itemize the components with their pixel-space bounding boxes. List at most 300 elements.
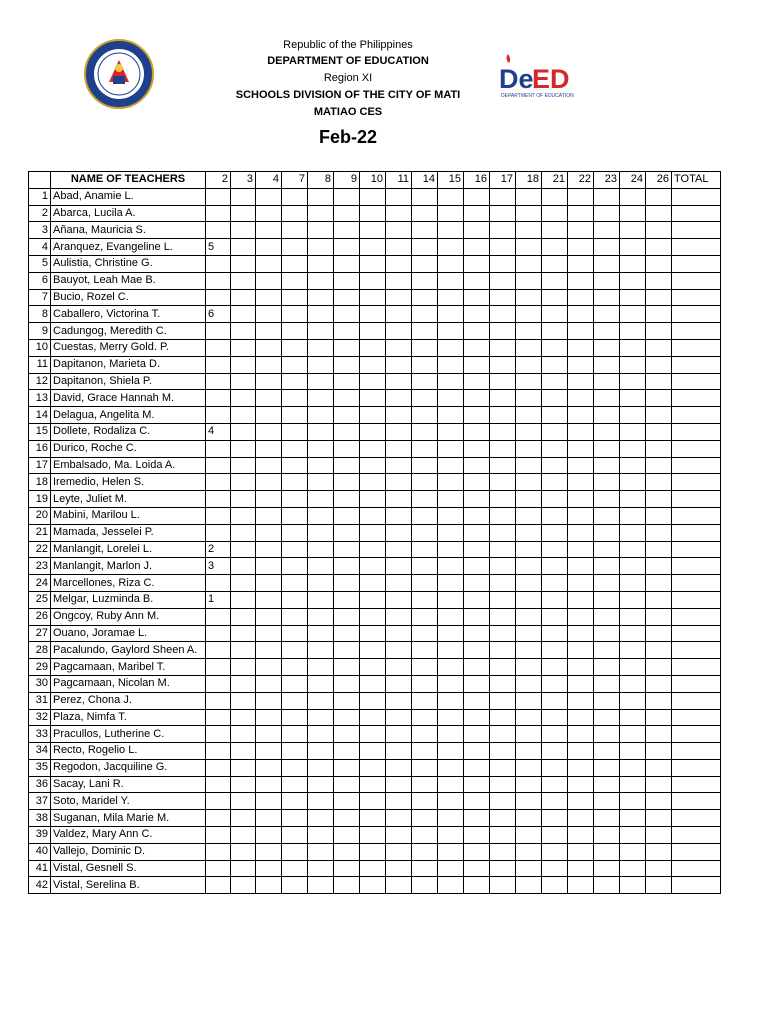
total-cell [672,440,721,457]
attendance-cell [464,843,490,860]
attendance-cell [360,558,386,575]
attendance-cell [308,709,334,726]
attendance-cell [308,222,334,239]
row-number: 17 [29,457,51,474]
attendance-cell [490,541,516,558]
attendance-cell [594,524,620,541]
attendance-cell [542,407,568,424]
attendance-cell [256,507,282,524]
teacher-name: Bauyot, Leah Mae B. [51,272,206,289]
attendance-cell [646,205,672,222]
attendance-cell [568,373,594,390]
teacher-name: Marcellones, Riza C. [51,575,206,592]
attendance-cell [308,860,334,877]
attendance-cell [412,843,438,860]
total-cell [672,675,721,692]
attendance-cell [464,272,490,289]
attendance-cell [412,591,438,608]
total-cell [672,692,721,709]
attendance-cell [334,339,360,356]
attendance-cell [568,759,594,776]
attendance-cell [308,827,334,844]
attendance-cell [206,188,231,205]
attendance-cell [282,390,308,407]
total-cell [672,222,721,239]
attendance-cell [516,860,542,877]
attendance-cell [360,272,386,289]
attendance-cell [308,793,334,810]
attendance-cell [308,255,334,272]
attendance-cell [464,709,490,726]
total-cell [672,726,721,743]
attendance-cell [568,390,594,407]
attendance-cell [282,675,308,692]
attendance-cell [282,474,308,491]
attendance-cell [542,356,568,373]
attendance-cell [282,507,308,524]
attendance-cell [282,759,308,776]
attendance-cell [334,558,360,575]
attendance-cell [206,407,231,424]
attendance-cell [542,524,568,541]
attendance-cell [620,423,646,440]
attendance-cell [256,591,282,608]
attendance-cell [594,222,620,239]
attendance-cell [464,810,490,827]
attendance-cell [386,272,412,289]
attendance-cell [594,457,620,474]
attendance-cell [308,239,334,256]
attendance-cell [282,356,308,373]
table-row [29,373,721,390]
attendance-cell [334,659,360,676]
attendance-cell [464,558,490,575]
attendance-cell [231,524,256,541]
attendance-cell [334,575,360,592]
teacher-name: Perez, Chona J. [51,692,206,709]
total-cell [672,743,721,760]
total-cell [672,474,721,491]
attendance-cell [231,793,256,810]
attendance-cell [516,255,542,272]
attendance-cell [464,339,490,356]
attendance-cell [412,810,438,827]
row-number: 42 [29,877,51,894]
attendance-cell [646,675,672,692]
total-cell [672,608,721,625]
total-cell [672,407,721,424]
attendance-cell [594,507,620,524]
attendance-cell [568,289,594,306]
attendance-cell [334,860,360,877]
attendance-cell [360,810,386,827]
total-cell [672,558,721,575]
attendance-cell [308,356,334,373]
attendance-cell [542,205,568,222]
attendance-cell [412,743,438,760]
day-header: 17 [490,172,516,189]
attendance-cell [594,642,620,659]
attendance-cell [256,423,282,440]
attendance-cell [516,625,542,642]
attendance-cell [360,255,386,272]
attendance-cell [542,675,568,692]
attendance-cell [256,642,282,659]
attendance-cell [282,491,308,508]
attendance-cell [542,709,568,726]
attendance-cell [412,827,438,844]
attendance-cell [620,776,646,793]
attendance-cell [282,692,308,709]
attendance-cell [646,843,672,860]
attendance-cell [464,591,490,608]
attendance-cell [256,356,282,373]
attendance-cell [568,255,594,272]
attendance-cell: 5 [206,239,231,256]
attendance-cell [334,524,360,541]
attendance-cell [282,558,308,575]
attendance-cell [412,491,438,508]
attendance-cell [438,608,464,625]
attendance-cell [646,575,672,592]
attendance-cell [490,306,516,323]
attendance-cell [308,877,334,894]
attendance-cell [412,339,438,356]
attendance-cell [620,709,646,726]
attendance-cell [282,709,308,726]
attendance-cell [231,255,256,272]
teacher-name: Mabini, Marilou L. [51,507,206,524]
attendance-cell [438,743,464,760]
attendance-cell [438,390,464,407]
attendance-cell: 2 [206,541,231,558]
attendance-cell [464,642,490,659]
attendance-cell [334,407,360,424]
teacher-name: Regodon, Jacquiline G. [51,759,206,776]
attendance-cell [542,558,568,575]
attendance-cell [256,659,282,676]
attendance-cell [620,440,646,457]
attendance-cell [594,743,620,760]
row-number: 13 [29,390,51,407]
attendance-cell [464,575,490,592]
table-row [29,625,721,642]
attendance-cell [542,306,568,323]
attendance-cell [231,491,256,508]
attendance-cell [516,843,542,860]
attendance-cell [568,659,594,676]
attendance-cell [594,877,620,894]
table-row [29,709,721,726]
attendance-cell [386,205,412,222]
attendance-cell [360,222,386,239]
day-header: 16 [464,172,490,189]
attendance-cell [386,289,412,306]
attendance-cell [464,423,490,440]
teacher-name: Dapitanon, Marieta D. [51,356,206,373]
attendance-cell [231,205,256,222]
attendance-cell [308,642,334,659]
attendance-cell [646,860,672,877]
attendance-cell [438,323,464,340]
teacher-name: Pagcamaan, Maribel T. [51,659,206,676]
attendance-cell [516,759,542,776]
attendance-cell [386,743,412,760]
attendance-cell [256,726,282,743]
attendance-cell: 6 [206,306,231,323]
total-cell [672,239,721,256]
attendance-cell [438,692,464,709]
attendance-cell [334,675,360,692]
attendance-cell [206,575,231,592]
attendance-cell [568,843,594,860]
attendance-cell [594,491,620,508]
attendance-cell [282,591,308,608]
attendance-cell [542,877,568,894]
attendance-cell [594,692,620,709]
attendance-cell [594,759,620,776]
attendance-cell [282,793,308,810]
teacher-name: Pracullos, Lutherine C. [51,726,206,743]
table-row [29,642,721,659]
attendance-cell [568,440,594,457]
attendance-cell [568,827,594,844]
attendance-cell [206,255,231,272]
attendance-cell [256,272,282,289]
attendance-cell [516,457,542,474]
attendance-cell [438,827,464,844]
attendance-cell [464,608,490,625]
attendance-cell [386,524,412,541]
attendance-cell [412,356,438,373]
attendance-cell [256,793,282,810]
table-row [29,575,721,592]
department-line: DEPARTMENT OF EDUCATION [267,55,429,67]
attendance-cell [542,776,568,793]
attendance-cell [594,625,620,642]
teacher-name: Recto, Rogelio L. [51,743,206,760]
attendance-cell [386,843,412,860]
day-header: 23 [594,172,620,189]
attendance-cell [386,407,412,424]
attendance-cell [360,541,386,558]
attendance-cell [308,474,334,491]
attendance-cell [334,474,360,491]
total-cell [672,810,721,827]
attendance-cell [360,339,386,356]
attendance-cell [412,289,438,306]
attendance-cell [256,743,282,760]
attendance-cell [308,541,334,558]
attendance-cell [360,877,386,894]
teacher-name: Aranquez, Evangeline L. [51,239,206,256]
attendance-cell [620,743,646,760]
attendance-cell [438,591,464,608]
attendance-cell [360,188,386,205]
attendance-cell [438,474,464,491]
row-number: 20 [29,507,51,524]
attendance-cell [386,827,412,844]
attendance-cell [386,255,412,272]
teacher-name: Abarca, Lucila A. [51,205,206,222]
attendance-cell [308,205,334,222]
total-cell [672,659,721,676]
teacher-name: Mamada, Jesselei P. [51,524,206,541]
attendance-cell [282,222,308,239]
attendance-cell [282,776,308,793]
attendance-cell [412,373,438,390]
attendance-cell [360,692,386,709]
row-number: 32 [29,709,51,726]
attendance-cell [490,440,516,457]
row-number: 38 [29,810,51,827]
attendance-cell [386,558,412,575]
attendance-cell [231,860,256,877]
attendance-cell [464,289,490,306]
attendance-cell [282,575,308,592]
table-row [29,810,721,827]
attendance-cell [620,205,646,222]
attendance-cell [594,306,620,323]
attendance-cell [646,239,672,256]
attendance-cell [620,793,646,810]
attendance-cell [256,843,282,860]
attendance-cell [412,188,438,205]
attendance-cell [206,524,231,541]
republic-line: Republic of the Philippines [283,39,413,51]
attendance-cell [438,491,464,508]
attendance-cell [490,759,516,776]
attendance-cell [620,642,646,659]
attendance-cell [206,507,231,524]
total-cell [672,390,721,407]
attendance-cell [231,692,256,709]
attendance-cell [438,272,464,289]
attendance-cell [412,558,438,575]
teacher-name: Bucio, Rozel C. [51,289,206,306]
total-cell [672,591,721,608]
attendance-cell [646,356,672,373]
attendance-cell [282,289,308,306]
attendance-cell [542,457,568,474]
attendance-cell [542,323,568,340]
attendance-cell [308,373,334,390]
attendance-cell [412,407,438,424]
attendance-cell [386,239,412,256]
table-row [29,289,721,306]
attendance-cell [464,323,490,340]
attendance-cell [360,759,386,776]
table-row [29,860,721,877]
attendance-cell [282,860,308,877]
total-cell [672,625,721,642]
row-number: 41 [29,860,51,877]
row-number: 34 [29,743,51,760]
attendance-cell [542,860,568,877]
attendance-cell [620,541,646,558]
attendance-cell [412,608,438,625]
attendance-cell [412,659,438,676]
attendance-cell [646,759,672,776]
attendance-cell [231,625,256,642]
attendance-cell [438,188,464,205]
attendance-cell [231,339,256,356]
attendance-cell [646,810,672,827]
attendance-cell [646,793,672,810]
attendance-cell [386,793,412,810]
deped-wordmark-logo [498,52,574,100]
attendance-cell [206,827,231,844]
attendance-cell [256,407,282,424]
attendance-cell [620,289,646,306]
attendance-cell [282,440,308,457]
attendance-cell [231,659,256,676]
attendance-cell [282,323,308,340]
attendance-cell [282,642,308,659]
attendance-cell [594,407,620,424]
attendance-cell [542,541,568,558]
attendance-cell [412,860,438,877]
attendance-cell [542,743,568,760]
attendance-cell [438,407,464,424]
region-line: Region XI [323,72,373,84]
attendance-cell [646,524,672,541]
day-header: 11 [386,172,412,189]
attendance-cell [412,239,438,256]
attendance-cell [646,877,672,894]
attendance-cell [334,457,360,474]
attendance-cell [620,692,646,709]
row-number: 8 [29,306,51,323]
attendance-cell [231,642,256,659]
attendance-cell [542,289,568,306]
table-row [29,659,721,676]
attendance-cell [308,323,334,340]
attendance-cell [568,188,594,205]
attendance-cell [568,457,594,474]
attendance-cell [412,541,438,558]
attendance-cell [334,759,360,776]
attendance-cell [360,743,386,760]
attendance-cell [206,726,231,743]
attendance-cell [464,860,490,877]
attendance-cell [568,591,594,608]
attendance-cell [412,625,438,642]
table-row [29,423,721,440]
attendance-cell [231,877,256,894]
attendance-cell [231,457,256,474]
attendance-cell [360,491,386,508]
attendance-cell [490,558,516,575]
attendance-cell [542,625,568,642]
attendance-cell [542,843,568,860]
attendance-cell [646,457,672,474]
attendance-cell [308,440,334,457]
attendance-cell [542,222,568,239]
table-row [29,491,721,508]
attendance-cell [594,373,620,390]
total-cell [672,356,721,373]
attendance-cell [412,675,438,692]
attendance-cell [490,239,516,256]
attendance-cell [620,306,646,323]
attendance-cell [490,726,516,743]
day-header: 26 [646,172,672,189]
attendance-cell [360,373,386,390]
attendance-cell [360,860,386,877]
attendance-cell [438,507,464,524]
attendance-cell [438,860,464,877]
